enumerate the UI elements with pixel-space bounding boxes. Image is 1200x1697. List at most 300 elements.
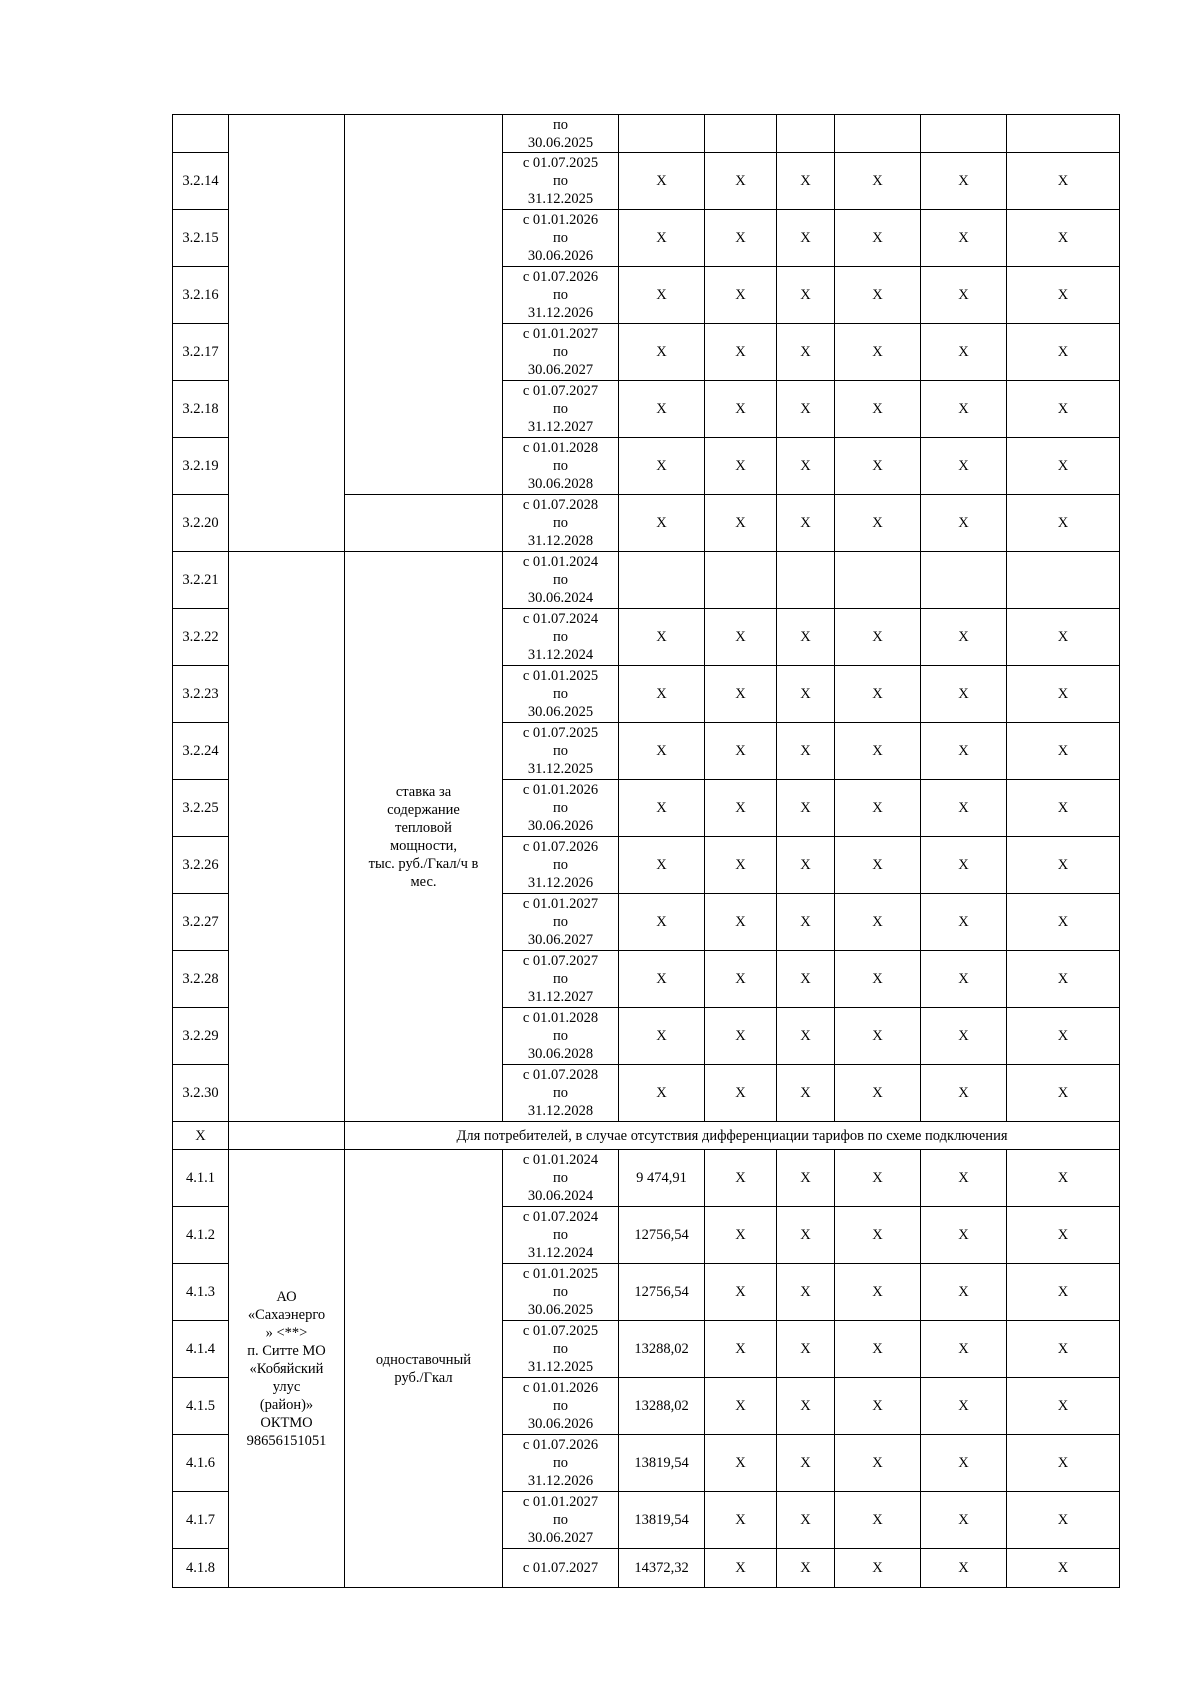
row-number: 3.2.19 [173, 438, 229, 495]
tariff-value-line: 756,54 [648, 1226, 689, 1243]
period-cell-line: с 01.07.2024 [522, 611, 599, 627]
value-cell: X [921, 1150, 1007, 1207]
period-cell [503, 324, 619, 381]
period-cell [503, 210, 619, 267]
value-cell: X [619, 381, 705, 438]
period-cell-line: по [552, 1085, 568, 1101]
value-cell: X [777, 1435, 835, 1492]
tariff-value-line: 372,32 [648, 1559, 689, 1576]
value-cell: X [835, 381, 921, 438]
value-cell: X [921, 438, 1007, 495]
value-cell: X [619, 210, 705, 267]
value-cell: X [619, 267, 705, 324]
period-cell-line: с 01.07.2025 [522, 155, 599, 171]
period-cell-line: с 01.01.2026 [522, 782, 599, 798]
separator-text: Для потребителей, в случае отсутствия дифференциации тарифов по схеме подключения [345, 1122, 1120, 1150]
value-cell: X [921, 1065, 1007, 1122]
row-number: 4.1.4 [173, 1321, 229, 1378]
rate-type-label: одноставочный руб./Гкал [345, 1150, 503, 1588]
value-cell: X [835, 210, 921, 267]
value-cell: X [619, 438, 705, 495]
period-cell-line: с 01.01.2026 [522, 212, 599, 228]
value-cell: X [1007, 1207, 1120, 1264]
tariff-value-line: 12 [634, 1283, 649, 1300]
period-cell-line: 30.06.2026 [527, 248, 594, 264]
period-cell-line: 31.12.2028 [527, 1103, 594, 1119]
value-cell: X [921, 666, 1007, 723]
value-cell: X [835, 894, 921, 951]
row-number: 3.2.27 [173, 894, 229, 951]
value-cell: X [619, 837, 705, 894]
value-cell: X [1007, 723, 1120, 780]
value-cell: X [835, 666, 921, 723]
period-cell-line: 30.06.2024 [527, 590, 594, 606]
row-number: 3.2.16 [173, 267, 229, 324]
row-number: 3.2.22 [173, 609, 229, 666]
value-cell: X [619, 666, 705, 723]
row-number: 3.2.14 [173, 153, 229, 210]
section-separator-row [173, 1122, 1120, 1150]
value-cell: X [777, 381, 835, 438]
value-cell: X [1007, 609, 1120, 666]
period-cell-line: по [552, 1170, 568, 1186]
value-cell [777, 115, 835, 153]
period-cell-line: по [552, 971, 568, 987]
value-cell: X [619, 609, 705, 666]
value-cell: X [777, 1207, 835, 1264]
period-cell [503, 115, 619, 153]
value-cell [835, 115, 921, 153]
period-cell-line: с 01.07.2027 [522, 383, 599, 399]
value-cell: X [921, 210, 1007, 267]
period-cell-line: 31.12.2026 [527, 875, 594, 891]
value-cell: X [705, 951, 777, 1008]
value-cell: X [705, 837, 777, 894]
tariff-table [172, 114, 1120, 1588]
period-cell-line: с 01.01.2026 [522, 1380, 599, 1396]
value-cell: X [835, 609, 921, 666]
period-cell-line: по [552, 686, 568, 702]
value-cell: X [1007, 1492, 1120, 1549]
value-cell: X [619, 1008, 705, 1065]
value-cell: X [619, 951, 705, 1008]
tariff-value-line: 13 [634, 1511, 649, 1528]
value-cell: X [921, 495, 1007, 552]
table-row [173, 552, 1120, 609]
rate-type-label: ставка за содержание тепловой мощности, тыс. руб./Гкал/ч в мес. [345, 552, 503, 1122]
value-cell: X [777, 438, 835, 495]
period-cell-line: 31.12.2026 [527, 305, 594, 321]
row-number: 3.2.23 [173, 666, 229, 723]
period-cell [503, 1321, 619, 1378]
period-cell-line: по [552, 401, 568, 417]
value-cell [1007, 115, 1120, 153]
period-cell-line: с 01.07.2026 [522, 1437, 599, 1453]
value-cell: X [705, 894, 777, 951]
row-number [173, 115, 229, 153]
row-number: 4.1.6 [173, 1435, 229, 1492]
period-cell-line: с 01.01.2025 [522, 668, 599, 684]
value-cell: X [705, 153, 777, 210]
value-cell: X [777, 1008, 835, 1065]
period-cell-line: 30.06.2028 [527, 476, 594, 492]
period-cell [503, 723, 619, 780]
row-number: 4.1.7 [173, 1492, 229, 1549]
period-cell-line: с 01.01.2028 [522, 440, 599, 456]
value-cell: X [835, 1492, 921, 1549]
value-cell: X [835, 495, 921, 552]
value-cell: X [921, 324, 1007, 381]
period-cell-line: 31.12.2028 [527, 533, 594, 549]
value-cell: X [921, 1492, 1007, 1549]
value-cell: X [835, 267, 921, 324]
period-cell-line: с 01.07.2026 [522, 839, 599, 855]
period-cell [503, 1549, 619, 1588]
value-cell [921, 115, 1007, 153]
value-cell: X [835, 1008, 921, 1065]
tariff-value-line: 819,54 [648, 1511, 689, 1528]
org-label: АО «Сахаэнерго » <**> п. Ситте МО «Кобяйский улус (район)» ОКТМО 98656151051 [229, 1150, 345, 1588]
value-cell: X [705, 1065, 777, 1122]
period-cell-line: по [552, 344, 568, 360]
value-cell [705, 115, 777, 153]
row-number: 3.2.26 [173, 837, 229, 894]
tariff-value-line: 819,54 [648, 1454, 689, 1471]
row-number: 3.2.20 [173, 495, 229, 552]
period-cell-line: 30.06.2025 [527, 1302, 594, 1318]
period-cell-line: с 01.01.2027 [522, 896, 599, 912]
value-cell: X [777, 1065, 835, 1122]
row-number: 3.2.28 [173, 951, 229, 1008]
value-cell: X [777, 1150, 835, 1207]
value-cell: X [1007, 837, 1120, 894]
period-cell-line: по [552, 515, 568, 531]
value-cell: X [1007, 894, 1120, 951]
period-cell-line: 31.12.2024 [527, 647, 594, 663]
period-cell [503, 267, 619, 324]
period-cell-line: с 01.01.2024 [522, 554, 599, 570]
value-cell: X [705, 609, 777, 666]
tariff-value [619, 1435, 705, 1492]
value-cell: X [777, 894, 835, 951]
value-cell: X [835, 837, 921, 894]
period-cell-line: по [552, 857, 568, 873]
period-cell [503, 1492, 619, 1549]
value-cell: X [1007, 381, 1120, 438]
value-cell: X [1007, 495, 1120, 552]
tariff-value [619, 1264, 705, 1321]
period-cell [503, 951, 619, 1008]
value-cell: X [705, 267, 777, 324]
tariff-value-line: 756,54 [648, 1283, 689, 1300]
row-number: 4.1.3 [173, 1264, 229, 1321]
value-cell: X [1007, 1321, 1120, 1378]
period-cell-line: 30.06.2025 [527, 134, 594, 151]
tariff-value-line: 288,02 [648, 1397, 689, 1414]
value-cell: X [835, 1207, 921, 1264]
period-cell-line: 30.06.2027 [527, 1530, 594, 1546]
period-cell-line: 30.06.2028 [527, 1046, 594, 1062]
value-cell: X [777, 780, 835, 837]
period-cell [503, 1008, 619, 1065]
period-cell-line: с 01.07.2024 [522, 1209, 599, 1225]
value-cell: X [835, 1264, 921, 1321]
period-cell-line: по [552, 1455, 568, 1471]
period-cell-line: по [552, 287, 568, 303]
period-cell-line: 30.06.2024 [527, 1188, 594, 1204]
tariff-value-line: 12 [634, 1226, 649, 1243]
period-cell-line: по [552, 230, 568, 246]
value-cell: X [1007, 1150, 1120, 1207]
org-cell [229, 115, 345, 552]
period-cell-line: по [552, 629, 568, 645]
value-cell: X [921, 894, 1007, 951]
value-cell: X [777, 666, 835, 723]
value-cell: X [835, 1435, 921, 1492]
value-cell: X [777, 1549, 835, 1588]
value-cell [835, 552, 921, 609]
row-number: 3.2.25 [173, 780, 229, 837]
period-cell-line: 30.06.2025 [527, 704, 594, 720]
period-cell-line: с 01.07.2026 [522, 269, 599, 285]
value-cell: X [1007, 1065, 1120, 1122]
period-cell [503, 1378, 619, 1435]
value-cell: X [777, 951, 835, 1008]
value-cell: X [1007, 210, 1120, 267]
value-cell: X [619, 1065, 705, 1122]
period-cell-line: с 01.07.2027 [522, 1560, 599, 1576]
tariff-value-line: 13 [634, 1340, 649, 1357]
period-cell [503, 381, 619, 438]
row-number: 3.2.24 [173, 723, 229, 780]
tariff-value [619, 1492, 705, 1549]
period-cell-line: по [552, 173, 568, 189]
value-cell: X [1007, 324, 1120, 381]
row-number: 4.1.2 [173, 1207, 229, 1264]
tariff-value-line: 13 [634, 1397, 649, 1414]
period-cell-line: с 01.07.2025 [522, 725, 599, 741]
value-cell: X [835, 1378, 921, 1435]
value-cell: X [835, 153, 921, 210]
period-cell-line: с 01.07.2025 [522, 1323, 599, 1339]
value-cell: X [1007, 153, 1120, 210]
period-cell [503, 552, 619, 609]
value-cell: X [1007, 1264, 1120, 1321]
value-cell: X [705, 1150, 777, 1207]
value-cell: X [705, 210, 777, 267]
period-cell-line: по [552, 116, 568, 133]
period-cell [503, 837, 619, 894]
row-number: 3.2.30 [173, 1065, 229, 1122]
row-number: 4.1.1 [173, 1150, 229, 1207]
period-cell [503, 1207, 619, 1264]
value-cell: X [705, 381, 777, 438]
value-cell: X [777, 1492, 835, 1549]
period-cell-line: 31.12.2027 [527, 419, 594, 435]
tariff-value [619, 1378, 705, 1435]
value-cell: X [921, 1435, 1007, 1492]
period-cell [503, 1150, 619, 1207]
table-row [173, 115, 1120, 153]
period-cell-line: 31.12.2024 [527, 1245, 594, 1261]
period-cell-line: по [552, 1341, 568, 1357]
table-row [173, 1150, 1120, 1207]
value-cell: X [705, 723, 777, 780]
value-cell [619, 552, 705, 609]
value-cell [619, 115, 705, 153]
value-cell: X [777, 210, 835, 267]
tariff-value-line: 9 474,91 [636, 1169, 687, 1186]
period-cell-line: по [552, 800, 568, 816]
value-cell: X [835, 1065, 921, 1122]
value-cell: X [705, 1008, 777, 1065]
row-number: 3.2.29 [173, 1008, 229, 1065]
value-cell: X [619, 153, 705, 210]
value-cell: X [777, 153, 835, 210]
row-number: 3.2.21 [173, 552, 229, 609]
value-cell: X [705, 780, 777, 837]
value-cell: X [619, 495, 705, 552]
value-cell: X [835, 438, 921, 495]
value-cell: X [1007, 951, 1120, 1008]
value-cell: X [1007, 1435, 1120, 1492]
value-cell: X [705, 1321, 777, 1378]
period-cell [503, 1065, 619, 1122]
period-cell-line: 30.06.2026 [527, 1416, 594, 1432]
period-cell-line: по [552, 914, 568, 930]
value-cell: X [921, 381, 1007, 438]
value-cell: X [705, 324, 777, 381]
period-cell-line: по [552, 1398, 568, 1414]
value-cell: X [835, 1150, 921, 1207]
tariff-value [619, 1549, 705, 1588]
value-cell [921, 552, 1007, 609]
period-cell [503, 1435, 619, 1492]
value-cell: X [705, 438, 777, 495]
value-cell: X [705, 1435, 777, 1492]
period-cell-line: 30.06.2027 [527, 362, 594, 378]
value-cell: X [921, 1378, 1007, 1435]
value-cell: X [619, 723, 705, 780]
value-cell: X [921, 267, 1007, 324]
period-cell-line: по [552, 743, 568, 759]
value-cell: X [921, 609, 1007, 666]
period-cell-line: с 01.07.2028 [522, 497, 599, 513]
period-cell-line: с 01.01.2024 [522, 1152, 599, 1168]
value-cell: X [921, 1207, 1007, 1264]
period-cell-line: с 01.01.2025 [522, 1266, 599, 1282]
value-cell: X [705, 1264, 777, 1321]
period-cell-line: по [552, 572, 568, 588]
period-cell [503, 1264, 619, 1321]
period-cell-line: по [552, 1512, 568, 1528]
tariff-value-line: 14 [634, 1559, 649, 1576]
value-cell: X [619, 324, 705, 381]
value-cell: X [1007, 780, 1120, 837]
value-cell: X [921, 153, 1007, 210]
value-cell: X [921, 723, 1007, 780]
period-cell [503, 666, 619, 723]
value-cell: X [835, 324, 921, 381]
value-cell [777, 552, 835, 609]
value-cell: X [921, 1321, 1007, 1378]
value-cell: X [1007, 438, 1120, 495]
period-cell [503, 153, 619, 210]
value-cell: X [619, 780, 705, 837]
period-cell [503, 780, 619, 837]
period-cell-line: 31.12.2026 [527, 1473, 594, 1489]
period-cell-line: 30.06.2027 [527, 932, 594, 948]
period-cell-line: по [552, 1227, 568, 1243]
value-cell: X [777, 267, 835, 324]
period-cell [503, 438, 619, 495]
row-number: 3.2.17 [173, 324, 229, 381]
value-cell: X [1007, 1008, 1120, 1065]
value-cell: X [835, 723, 921, 780]
tariff-value [619, 1150, 705, 1207]
period-cell-line: по [552, 458, 568, 474]
value-cell: X [777, 495, 835, 552]
period-cell-line: 30.06.2026 [527, 818, 594, 834]
value-cell: X [777, 609, 835, 666]
value-cell: X [1007, 1549, 1120, 1588]
value-cell: X [777, 1321, 835, 1378]
period-cell-line: 31.12.2027 [527, 989, 594, 1005]
value-cell [705, 552, 777, 609]
value-cell: X [619, 894, 705, 951]
value-cell [1007, 552, 1120, 609]
value-cell: X [1007, 1378, 1120, 1435]
period-cell-line: 31.12.2025 [527, 761, 594, 777]
period-cell-line: по [552, 1284, 568, 1300]
period-cell-line: с 01.01.2027 [522, 326, 599, 342]
value-cell: X [705, 1549, 777, 1588]
row-number: 3.2.15 [173, 210, 229, 267]
separator-number: X [173, 1122, 229, 1150]
period-cell-line: 31.12.2025 [527, 191, 594, 207]
rate-type-cell [345, 495, 503, 552]
value-cell: X [921, 837, 1007, 894]
tariff-value [619, 1321, 705, 1378]
value-cell: X [835, 1321, 921, 1378]
value-cell: X [835, 1549, 921, 1588]
value-cell: X [777, 837, 835, 894]
value-cell: X [1007, 267, 1120, 324]
value-cell: X [777, 324, 835, 381]
value-cell: X [777, 1264, 835, 1321]
value-cell: X [835, 951, 921, 1008]
value-cell: X [921, 1264, 1007, 1321]
period-cell-line: с 01.07.2028 [522, 1067, 599, 1083]
value-cell: X [777, 1378, 835, 1435]
row-number: 4.1.5 [173, 1378, 229, 1435]
tariff-value-line: 288,02 [648, 1340, 689, 1357]
row-number: 3.2.18 [173, 381, 229, 438]
org-cell [229, 552, 345, 1122]
separator-empty [229, 1122, 345, 1150]
value-cell: X [921, 780, 1007, 837]
period-cell [503, 495, 619, 552]
value-cell: X [777, 723, 835, 780]
rate-type-cell [345, 115, 503, 495]
tariff-value [619, 1207, 705, 1264]
period-cell [503, 609, 619, 666]
row-number: 4.1.8 [173, 1549, 229, 1588]
value-cell: X [1007, 666, 1120, 723]
period-cell-line: по [552, 1028, 568, 1044]
value-cell: X [705, 495, 777, 552]
period-cell-line: с 01.07.2027 [522, 953, 599, 969]
